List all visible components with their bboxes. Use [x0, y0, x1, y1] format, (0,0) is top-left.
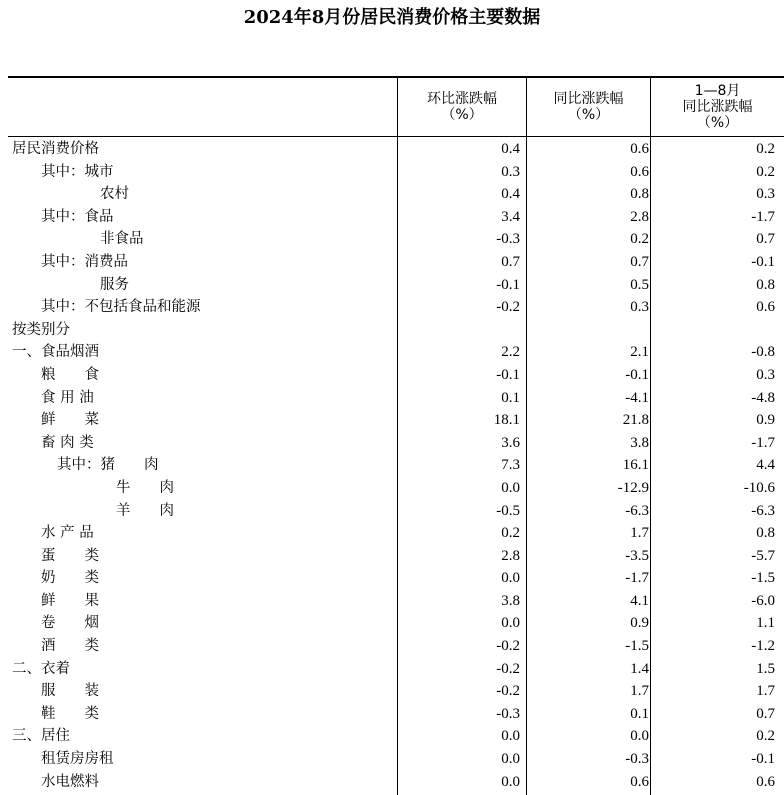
value-mom: 0.0 — [501, 479, 520, 496]
row-label: 鲜 果 — [41, 592, 99, 609]
table-row — [8, 138, 784, 161]
value-yoy: -6.3 — [625, 502, 649, 519]
value-yoy: 0.6 — [630, 141, 649, 157]
table-row — [8, 748, 784, 771]
value-mom: 2.2 — [501, 344, 520, 361]
table-row — [8, 341, 784, 364]
value-yoy: 1.7 — [630, 683, 649, 700]
row-label: 水 产 品 — [41, 525, 94, 542]
value-yoy: -0.1 — [625, 366, 649, 383]
value-mom: -0.3 — [496, 231, 520, 248]
value-mom: 0.0 — [501, 751, 520, 768]
row-label: 鲜 菜 — [41, 412, 99, 429]
row-label: 其中：不包括食品和能源 — [41, 299, 201, 316]
header-ytd-period: 1—8月 — [694, 83, 741, 99]
value-yoy: 0.0 — [630, 728, 649, 745]
value-mom: 3.6 — [501, 434, 520, 451]
value-mom: 0.0 — [501, 773, 520, 790]
row-label: 按类别分 — [12, 321, 70, 338]
value-ytd: 0.3 — [756, 186, 775, 203]
value-mom: 0.4 — [501, 141, 520, 157]
table-row — [8, 454, 784, 477]
value-ytd: -10.6 — [743, 479, 775, 496]
table-row — [8, 296, 784, 319]
row-label: 三、居住 — [12, 728, 70, 745]
value-mom: -0.2 — [496, 638, 520, 655]
row-label: 非食品 — [100, 231, 144, 248]
value-ytd: -1.7 — [751, 434, 775, 451]
value-yoy: 0.1 — [630, 705, 649, 722]
header-ytd-unit: （%） — [696, 115, 739, 131]
value-yoy: 0.3 — [630, 299, 649, 316]
value-ytd: 1.1 — [756, 615, 775, 632]
table-row — [8, 183, 784, 206]
value-mom: -0.5 — [496, 502, 520, 519]
value-yoy: 0.6 — [630, 163, 649, 180]
value-yoy: -12.9 — [617, 479, 649, 496]
value-ytd: 0.9 — [756, 412, 775, 429]
row-label: 服 装 — [41, 683, 99, 700]
header-ytd-label: 同比涨跌幅 — [682, 99, 753, 115]
row-label: 酒 类 — [41, 638, 99, 655]
row-label: 二、衣着 — [12, 660, 70, 677]
value-mom: 0.1 — [501, 389, 520, 406]
value-ytd: -1.5 — [751, 570, 775, 587]
value-mom: -0.2 — [496, 660, 520, 677]
table-row — [8, 161, 784, 184]
table-row — [8, 319, 784, 342]
value-mom: 0.7 — [501, 253, 520, 270]
table-row — [8, 612, 784, 635]
table-row — [8, 771, 784, 794]
row-label: 其中：猪 肉 — [57, 457, 159, 474]
table-row — [8, 274, 784, 297]
value-ytd: 4.4 — [756, 457, 775, 474]
table-row — [8, 725, 784, 748]
row-label: 蛋 类 — [41, 547, 99, 564]
table-row — [8, 703, 784, 726]
value-yoy: 21.8 — [622, 412, 649, 429]
value-ytd: 0.7 — [756, 231, 775, 248]
table-row — [8, 680, 784, 703]
header-ytd — [651, 78, 784, 136]
value-yoy: 0.7 — [630, 253, 649, 270]
value-ytd: 0.2 — [756, 728, 775, 745]
table-row — [8, 409, 784, 432]
row-label: 粮 食 — [41, 366, 99, 383]
table-row — [8, 228, 784, 251]
table-row — [8, 477, 784, 500]
header-yoy-unit: （%） — [567, 107, 610, 123]
table-row — [8, 658, 784, 681]
header-mom-unit: （%） — [441, 107, 483, 123]
value-ytd: 0.8 — [756, 525, 775, 542]
value-mom: 0.4 — [501, 186, 520, 203]
value-ytd: -5.7 — [751, 547, 775, 564]
table-row — [8, 567, 784, 590]
value-mom: -0.1 — [496, 366, 520, 383]
value-yoy: 2.1 — [630, 344, 649, 361]
row-label: 农村 — [100, 186, 129, 203]
value-mom: 3.8 — [501, 592, 520, 609]
table-row — [8, 545, 784, 568]
value-yoy: 3.8 — [630, 434, 649, 451]
value-ytd: 0.8 — [756, 276, 775, 293]
header-yoy-label: 同比涨跌幅 — [553, 91, 624, 107]
value-ytd: 0.2 — [756, 163, 775, 180]
table-row — [8, 206, 784, 229]
value-mom: 3.4 — [501, 208, 520, 225]
table-row — [8, 522, 784, 545]
value-yoy: 2.8 — [630, 208, 649, 225]
header-yoy — [527, 78, 650, 136]
table-row — [8, 364, 784, 387]
table-body — [8, 137, 784, 793]
value-ytd: 0.7 — [756, 705, 775, 722]
value-ytd: -0.1 — [751, 253, 775, 270]
value-yoy: -1.7 — [625, 570, 649, 587]
value-ytd: 0.3 — [756, 366, 775, 383]
value-ytd: -1.7 — [751, 208, 775, 225]
value-ytd: -6.3 — [751, 502, 775, 519]
row-label: 水电燃料 — [41, 773, 99, 790]
row-label: 羊 肉 — [116, 502, 174, 519]
row-label: 租赁房房租 — [41, 751, 114, 768]
value-ytd: 1.7 — [756, 683, 775, 700]
value-yoy: 0.2 — [630, 231, 649, 248]
row-label: 其中：城市 — [41, 163, 114, 180]
value-mom: 2.8 — [501, 547, 520, 564]
value-ytd: 0.6 — [756, 299, 775, 316]
value-ytd: 0.6 — [756, 773, 775, 790]
value-yoy: 0.5 — [630, 276, 649, 293]
value-mom: -0.1 — [496, 276, 520, 293]
value-mom: 0.0 — [501, 728, 520, 745]
row-label: 畜 肉 类 — [41, 434, 94, 451]
value-yoy: -3.5 — [625, 547, 649, 564]
row-label: 奶 类 — [41, 570, 99, 587]
value-mom: 7.3 — [501, 457, 520, 474]
table-header — [8, 78, 784, 137]
header-mom-label: 环比涨跌幅 — [427, 91, 497, 107]
value-yoy: -1.5 — [625, 638, 649, 655]
value-yoy: 4.1 — [630, 592, 649, 609]
value-yoy: 1.7 — [630, 525, 649, 542]
value-yoy: 0.9 — [630, 615, 649, 632]
table-row — [8, 635, 784, 658]
cpi-table — [8, 76, 784, 793]
row-label: 牛 肉 — [116, 479, 174, 496]
value-mom: 0.0 — [501, 570, 520, 587]
value-yoy: 16.1 — [622, 457, 649, 474]
table-row — [8, 387, 784, 410]
value-mom: 0.0 — [501, 615, 520, 632]
value-ytd: -0.1 — [751, 751, 775, 768]
page-title: 2024年8月份居民消费价格主要数据 — [243, 7, 541, 28]
value-ytd: 1.5 — [756, 660, 775, 677]
value-yoy: -0.3 — [625, 751, 649, 768]
value-ytd: -6.0 — [751, 592, 775, 609]
table-row — [8, 590, 784, 613]
value-yoy: 1.4 — [630, 660, 649, 677]
row-label: 其中：消费品 — [41, 253, 128, 270]
header-mom — [398, 78, 526, 136]
row-label: 服务 — [100, 276, 129, 293]
table-row — [8, 432, 784, 455]
value-mom: -0.3 — [496, 705, 520, 722]
value-ytd: -0.8 — [751, 344, 775, 361]
value-yoy: 0.8 — [630, 186, 649, 203]
row-label: 卷 烟 — [41, 615, 99, 632]
row-label: 食 用 油 — [41, 389, 94, 406]
value-ytd: 0.2 — [756, 141, 775, 157]
value-mom: 18.1 — [493, 412, 520, 429]
value-yoy: -4.1 — [625, 389, 649, 406]
row-label: 鞋 类 — [41, 705, 99, 722]
row-label: 一、食品烟酒 — [12, 344, 99, 361]
value-ytd: -1.2 — [751, 638, 775, 655]
value-ytd: -4.8 — [751, 389, 775, 406]
value-yoy: 0.6 — [630, 773, 649, 790]
row-label: 居民消费价格 — [12, 141, 99, 157]
table-row — [8, 251, 784, 274]
table-row — [8, 500, 784, 523]
value-mom: 0.2 — [501, 525, 520, 542]
row-label: 其中：食品 — [41, 208, 114, 225]
value-mom: -0.2 — [496, 683, 520, 700]
value-mom: 0.3 — [501, 163, 520, 180]
value-mom: -0.2 — [496, 299, 520, 316]
